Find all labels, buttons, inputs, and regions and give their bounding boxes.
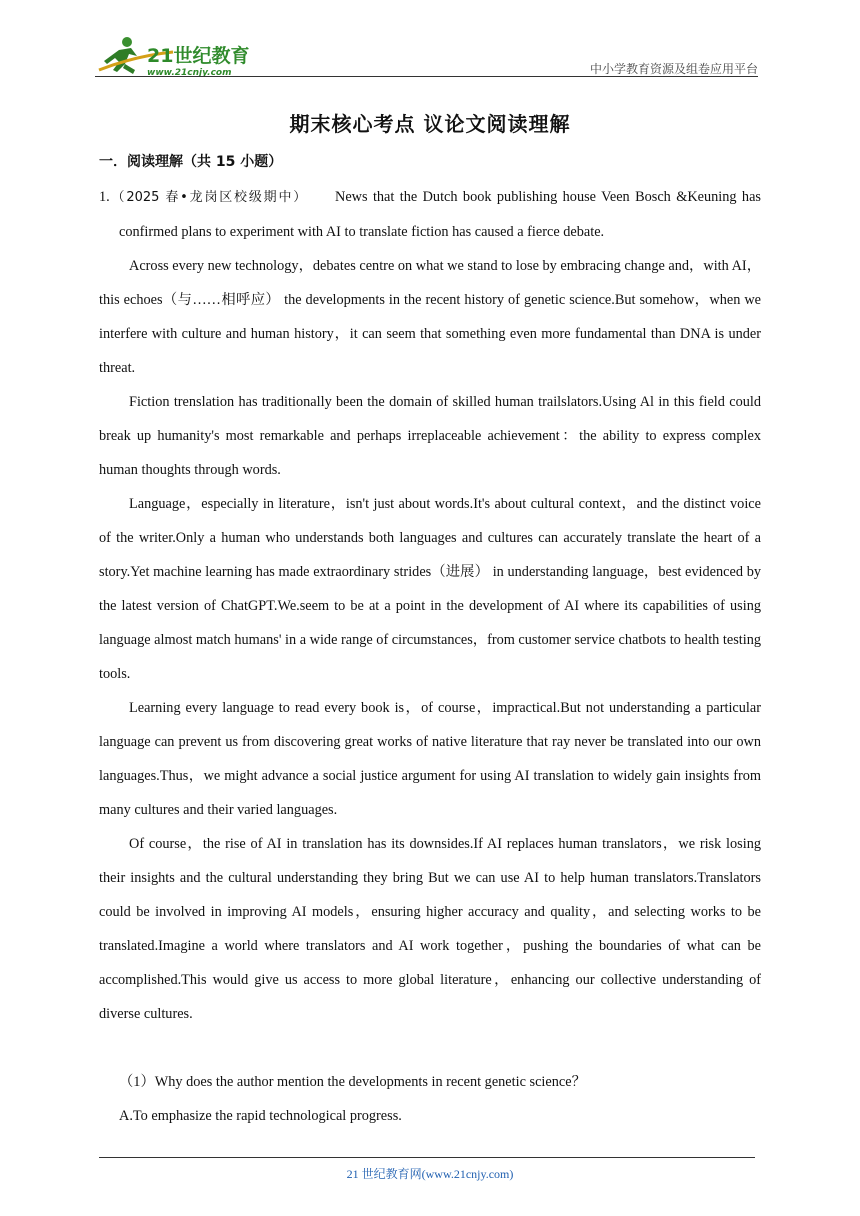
passage-paragraph: Fiction trenslation has traditionally been the domain of skilled human trailslators.Using Al in this field could break up humanity's most remarkable and perhaps irreplaceable achievement：the ability to express complex human thoughts through words.: [99, 394, 761, 478]
site-logo: [95, 34, 265, 78]
question-source: （2025 春•龙岗区校级期中）: [109, 190, 309, 205]
logo-text: 21世纪教育: [147, 45, 250, 67]
spacer: [99, 1031, 761, 1065]
passage-paragraph: Of course，the rise of AI in translation has its downsides.If AI replaces human translators，we risk losing their insights and the cultural understanding they bring But we can use AI to help human translators.Translators could be involved in improving AI models，ensuring higher accuracy and quality，and selecting works to be translated.Imagine a world where translators and AI work together，pushing the boundaries of what can be accomplished.This would give us access to more global literature，enhancing our collective understanding of diverse cultures.: [99, 836, 761, 1022]
platform-name: 中小学教育资源及组卷应用平台: [589, 62, 758, 76]
passage-content: [99, 180, 761, 1133]
page-footer: 21 世纪教育网(www.21cnjy.com): [346, 1167, 514, 1181]
passage-paragraph: Across every new technology，debates centre on what we stand to lose by embracing change and，with AI，this echoes（与……相呼应） the developments in the recent history of genetic science.But somehow，when we interfere with culture and human history，it can seem that something even more fundamental than DNA is under threat.: [99, 258, 761, 376]
passage-paragraph: Learning every language to read every book is，of course，impractical.But not understanding a particular language can prevent us from discovering great works of native literature that ray never be translated into our own languages.Thus，we might advance a social justice argument for using AI translation to widely gain insights from many cultures and their varied languages.: [99, 700, 761, 818]
logo-url: www.21cnjy.com: [147, 68, 232, 78]
question-1-intro: [99, 180, 761, 249]
section-heading: 一．阅读理解（共 15 小题）: [99, 154, 283, 170]
question-intro-text: News that the Dutch book publishing house Veen Bosch &Keuning has confirmed plans to experiment with AI to translate fiction has caused a fierce debate.: [119, 189, 761, 240]
page-header: [95, 30, 758, 78]
page-title: 期末核心考点 议论文阅读理解: [289, 112, 571, 136]
option-a: A.To emphasize the rapid technological progress.: [119, 1108, 402, 1124]
footer-divider: [99, 1157, 755, 1158]
passage-paragraph: Language，especially in literature，isn't just about words.It's about cultural context，and the distinct voice of the writer.Only a human who understands both languages and cultures can accurately translate the heart of a story.Yet machine learning has made extraordinary strides（进展） in understanding language，best evidenced by the latest version of ChatGPT.We.seem to be at a point in the development of AI where its capabilities of using language almost match humans' in a wide range of circumstances，from customer service chatbots to health testing tools.: [99, 496, 762, 682]
question-number: 1.: [99, 189, 110, 205]
sub-question-1: （1）Why does the author mention the developments in recent genetic science？: [119, 1074, 586, 1090]
header-divider: [95, 76, 758, 77]
